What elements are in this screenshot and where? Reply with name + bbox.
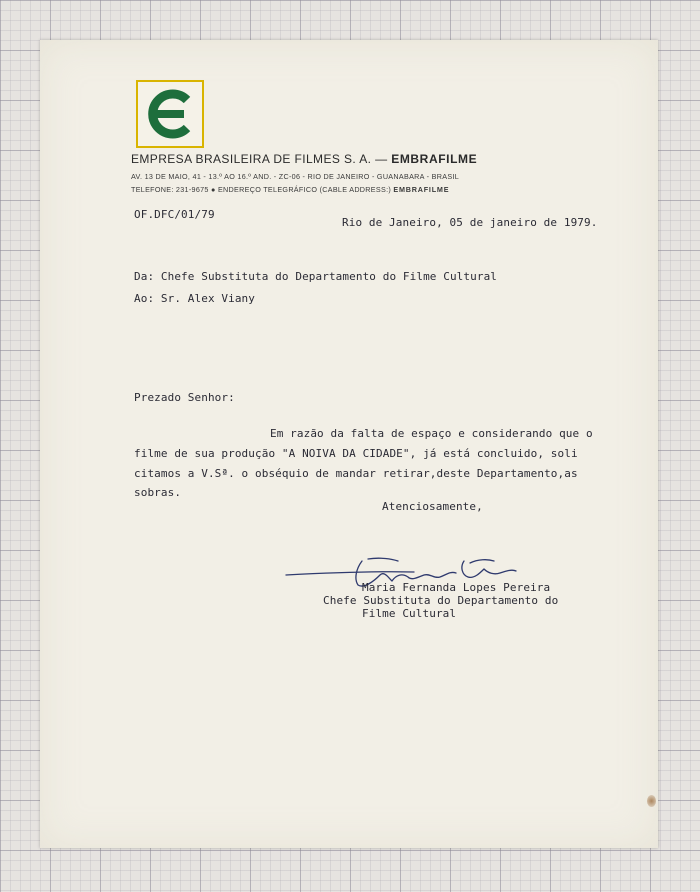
salutation: Prezado Senhor: (134, 391, 235, 404)
address-line: AV. 13 DE MAIO, 41 - 13.º AO 16.º AND. - ZC-06 - RIO DE JANEIRO - GUANABARA - BRASIL (131, 172, 460, 181)
reference-number: OF.DFC/01/79 (134, 208, 215, 221)
signer-name: Maria Fernanda Lopes Pereira (362, 581, 551, 594)
signer-title: Chefe Substituta do Departamento do (323, 594, 559, 607)
cable-brand: EMBRAFILME (393, 185, 450, 194)
place-date: Rio de Janeiro, 05 de janeiro de 1979. (342, 216, 598, 229)
company-name: EMPRESA BRASILEIRA DE FILMES S. A. — (131, 152, 392, 166)
embrafilme-e-icon (142, 86, 198, 142)
contact-line (131, 185, 449, 194)
body-line: Em razão da falta de espaço e considerando que o (270, 427, 593, 440)
from-line: Da: Chefe Substituta do Departamento do Filme Cultural (134, 270, 498, 283)
closing: Atenciosamente, (382, 500, 483, 513)
body-line: citamos a V.Sª. o obséquio de mandar retirar,deste Departamento,as (134, 467, 578, 480)
company-name-line (131, 152, 477, 166)
paper-stain (647, 795, 656, 807)
contact-text: TELEFONE: 231-9675 ● ENDEREÇO TELEGRÁFICO (CABLE ADDRESS:) (131, 185, 394, 194)
signer-title-department: Filme Cultural (362, 607, 457, 620)
body-line: filme de sua produção "A NOIVA DA CIDADE", já está concluido, soli (134, 447, 578, 460)
embrafilme-logo (136, 80, 204, 148)
body-line: sobras. (134, 486, 182, 499)
company-brand: EMBRAFILME (391, 152, 478, 166)
to-line: Ao: Sr. Alex Viany (134, 292, 256, 305)
letter-sheet (40, 40, 658, 848)
